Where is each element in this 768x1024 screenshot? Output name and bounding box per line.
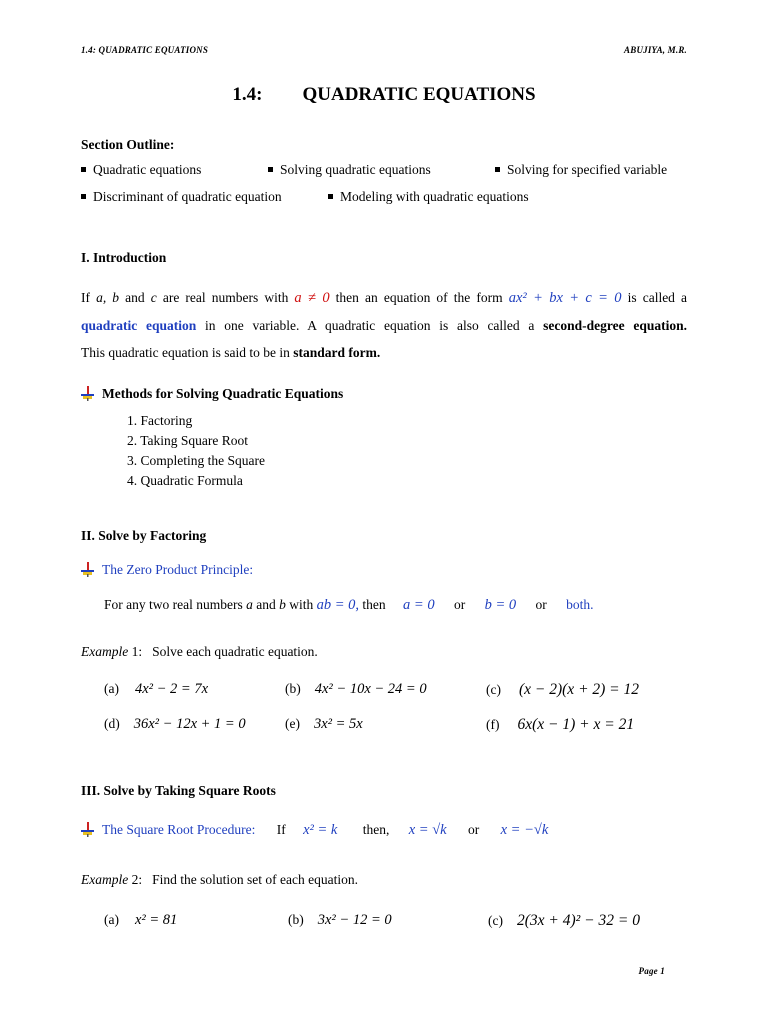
square-root-procedure: The Square Root Procedure: If x² = k then, x = √k or x = −√k bbox=[81, 822, 548, 839]
running-header-left: 1.4: QUADRATIC EQUATIONS bbox=[81, 45, 209, 55]
square-roots-heading: III. Solve by Taking Square Roots bbox=[81, 783, 276, 798]
zero-product-principle: The Zero Product Principle: bbox=[81, 562, 253, 578]
method-item: 4. Quadratic Formula bbox=[127, 473, 243, 488]
bullet-icon bbox=[81, 167, 86, 172]
example-2a: (a) x² = 81 bbox=[104, 912, 178, 928]
example-2c: (c) 2(3x + 4)² − 32 = 0 bbox=[488, 912, 640, 929]
running-header-right: ABUJIYA, M.R. bbox=[624, 45, 687, 55]
pushpin-icon bbox=[81, 822, 94, 837]
bullet-icon bbox=[81, 194, 86, 199]
pushpin-icon bbox=[81, 562, 94, 577]
example-1f: (f) 6x(x − 1) + x = 21 bbox=[486, 716, 635, 733]
zero-product-statement: For any two real numbers a and b with ab = 0, then a = 0 or b = 0 or both. bbox=[104, 597, 594, 613]
example-1a: (a) 4x² − 2 = 7x bbox=[104, 681, 209, 697]
method-item: 1. Factoring bbox=[127, 413, 193, 428]
example-1-prompt: Example 1: Solve each quadratic equation. bbox=[81, 644, 318, 659]
term-quadratic-equation: quadratic equation bbox=[81, 318, 197, 333]
outline-item: Discriminant of quadratic equation bbox=[81, 189, 282, 205]
bullet-icon bbox=[328, 194, 333, 199]
outline-item: Quadratic equations bbox=[81, 162, 201, 178]
example-2b: (b) 3x² − 12 = 0 bbox=[288, 912, 392, 928]
bullet-icon bbox=[268, 167, 273, 172]
example-1b: (b) 4x² − 10x − 24 = 0 bbox=[285, 681, 427, 697]
page-title bbox=[0, 84, 768, 106]
example-1d: (d) 36x² − 12x + 1 = 0 bbox=[104, 716, 246, 732]
outline-heading: Section Outline: bbox=[81, 137, 175, 152]
intro-paragraph: If a, b and c are real numbers with a ≠ 0 then an equation of the form ax² + bx + c = 0 is called a quadratic equation in one variable. A quadratic equation is also called a second-degree equation. This quadratic equation is said to be in standard form. bbox=[81, 290, 688, 360]
outline-item: Solving quadratic equations bbox=[268, 162, 431, 178]
pushpin-icon bbox=[81, 386, 94, 401]
methods-heading: Methods for Solving Quadratic Equations bbox=[81, 386, 343, 402]
outline-item: Modeling with quadratic equations bbox=[328, 189, 529, 205]
example-1c: (c) (x − 2)(x + 2) = 12 bbox=[486, 681, 640, 698]
page-number: Page 1 bbox=[638, 966, 665, 976]
section-number: 1.4: bbox=[232, 84, 263, 105]
condition-math: a ≠ 0 bbox=[294, 290, 330, 306]
method-item: 2. Taking Square Root bbox=[127, 433, 249, 448]
intro-heading: I. Introduction bbox=[81, 250, 167, 265]
example-2-prompt: Example 2: Find the solution set of each equation. bbox=[81, 872, 358, 887]
method-item: 3. Completing the Square bbox=[127, 453, 265, 468]
bullet-icon bbox=[495, 167, 500, 172]
example-1e: (e) 3x² = 5x bbox=[285, 716, 363, 732]
outline-item: Solving for specified variable bbox=[495, 162, 667, 178]
standard-form-math: ax² + bx + c = 0 bbox=[508, 290, 622, 306]
factoring-heading: II. Solve by Factoring bbox=[81, 528, 207, 543]
section-title: QUADRATIC EQUATIONS bbox=[302, 84, 536, 105]
